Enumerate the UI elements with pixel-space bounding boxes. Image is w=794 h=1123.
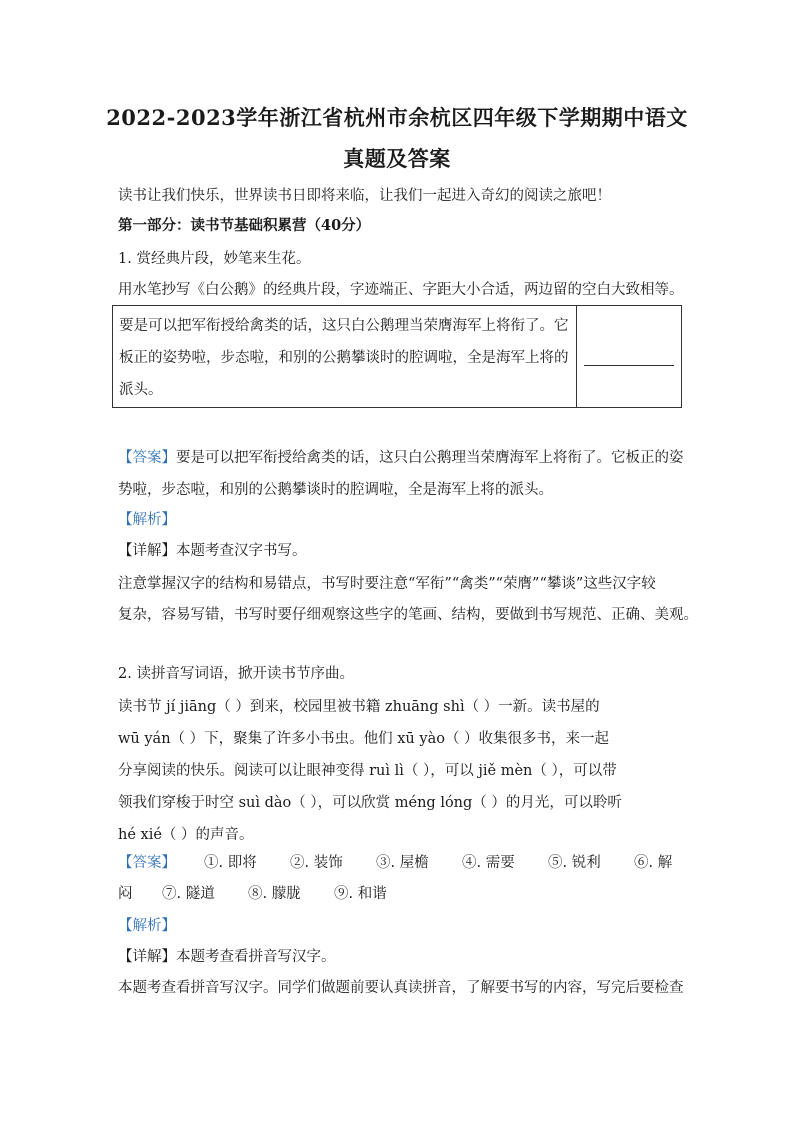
answer-item: ⑥. 解 xyxy=(634,855,673,871)
q2-body-line: 分享阅读的快乐。阅读可以让眼神变得 ruì lì（ ），可以 jiě mèn（ ），可以带 xyxy=(118,763,617,779)
q1-explain-line: 复杂，容易写错，书写时要仔细观察这些字的笔画、结构，要做到书写规范、正确、美观。 xyxy=(118,607,698,623)
answer-item: ③. 屋檐 xyxy=(376,855,429,871)
q2-answer-row xyxy=(118,853,678,873)
intro-text: 读书让我们快乐，世界读书日即将来临，让我们一起进入奇幻的阅读之旅吧！ xyxy=(118,188,611,204)
passage-line: 要是可以把军衔授给禽类的话，这只白公鹅理当荣膺海军上将衔了。它 xyxy=(119,318,569,334)
document-title-line-2: 真题及答案 xyxy=(343,146,451,171)
q2-body-line: wū yán（ ）下，聚集了许多小书虫。他们 xū yào（ ）收集很多书，来一起 xyxy=(118,731,610,747)
answer-label: 【答案】 xyxy=(118,855,176,871)
q2-body-line: 读书节 jí jiāng（ ）到来，校园里被书籍 zhuāng shì（ ）一新。读书屋的 xyxy=(118,699,600,715)
answer-item: ④. 需要 xyxy=(462,855,515,871)
passage-line: 派头。 xyxy=(119,382,163,398)
part1-heading: 第一部分：读书节基础积累营（40分） xyxy=(118,217,371,234)
answer-item: ⑨. 和谐 xyxy=(334,886,387,902)
q1-detail-text: 本题考查汉字书写。 xyxy=(176,543,307,559)
answer-item: ①. 即将 xyxy=(204,855,257,871)
q2-detail-text: 本题考查看拼音写汉字。 xyxy=(176,949,336,965)
answer-label: 【答案】 xyxy=(118,450,176,466)
copy-writing-box xyxy=(112,305,682,408)
analysis-label: 【解析】 xyxy=(118,918,176,934)
q2-stem: 2. 读拼音写词语，掀开读书节序曲。 xyxy=(118,666,354,682)
q2-body-line: 领我们穿梭于时空 suì dào（ ），可以欣赏 méng lóng（ ）的月光，可以聆听 xyxy=(118,795,622,811)
answer-item: ②. 装饰 xyxy=(290,855,343,871)
answer-item: ⑤. 锐利 xyxy=(548,855,601,871)
q1-stem: 1. 赏经典片段，妙笔来生花。 xyxy=(118,251,311,267)
q1-answer-text: 要是可以把军衔授给禽类的话，这只白公鹅理当荣膺海军上将衔了。它板正的姿 xyxy=(176,450,684,466)
passage-line: 板正的姿势啦，步态啦，和别的公鹅攀谈时的腔调啦，全是海军上将的 xyxy=(119,350,569,366)
q2-explain-line: 本题考查看拼音写汉字。同学们做题前要认真读拼音，了解要书写的内容，写完后要检查 xyxy=(118,980,684,996)
detail-label: 【详解】 xyxy=(118,949,176,965)
answer-item: 闷 xyxy=(118,886,133,902)
answer-item: ⑦. 隧道 xyxy=(162,886,215,902)
q2-detail-line xyxy=(118,947,678,967)
q2-body-line: hé xié（ ）的声音。 xyxy=(118,827,254,843)
q1-instruction: 用水笔抄写《白公鹅》的经典片段，字迹端正、字距大小合适，两边留的空白大致相等。 xyxy=(118,282,684,298)
q1-answer-line xyxy=(118,448,684,468)
q1-explain-line: 注意掌握汉字的结构和易错点，书写时要注意“军衔”“禽类”“荣膺”“攀谈”这些汉字较 xyxy=(118,576,656,592)
document-title-line-1: 2022-2023学年浙江省杭州市余杭区四年级下学期期中语文 xyxy=(106,105,688,130)
q1-answer-text-cont: 势啦，步态啦，和别的公鹅攀谈时的腔调啦，全是海军上将的派头。 xyxy=(118,482,553,498)
writing-blank-line xyxy=(584,365,674,366)
detail-label: 【详解】 xyxy=(118,543,176,559)
analysis-label: 【解析】 xyxy=(118,512,176,528)
q1-detail-line xyxy=(118,541,678,561)
q2-answer-row xyxy=(118,884,678,904)
box-divider xyxy=(576,306,577,407)
answer-item: ⑧. 朦胧 xyxy=(248,886,301,902)
